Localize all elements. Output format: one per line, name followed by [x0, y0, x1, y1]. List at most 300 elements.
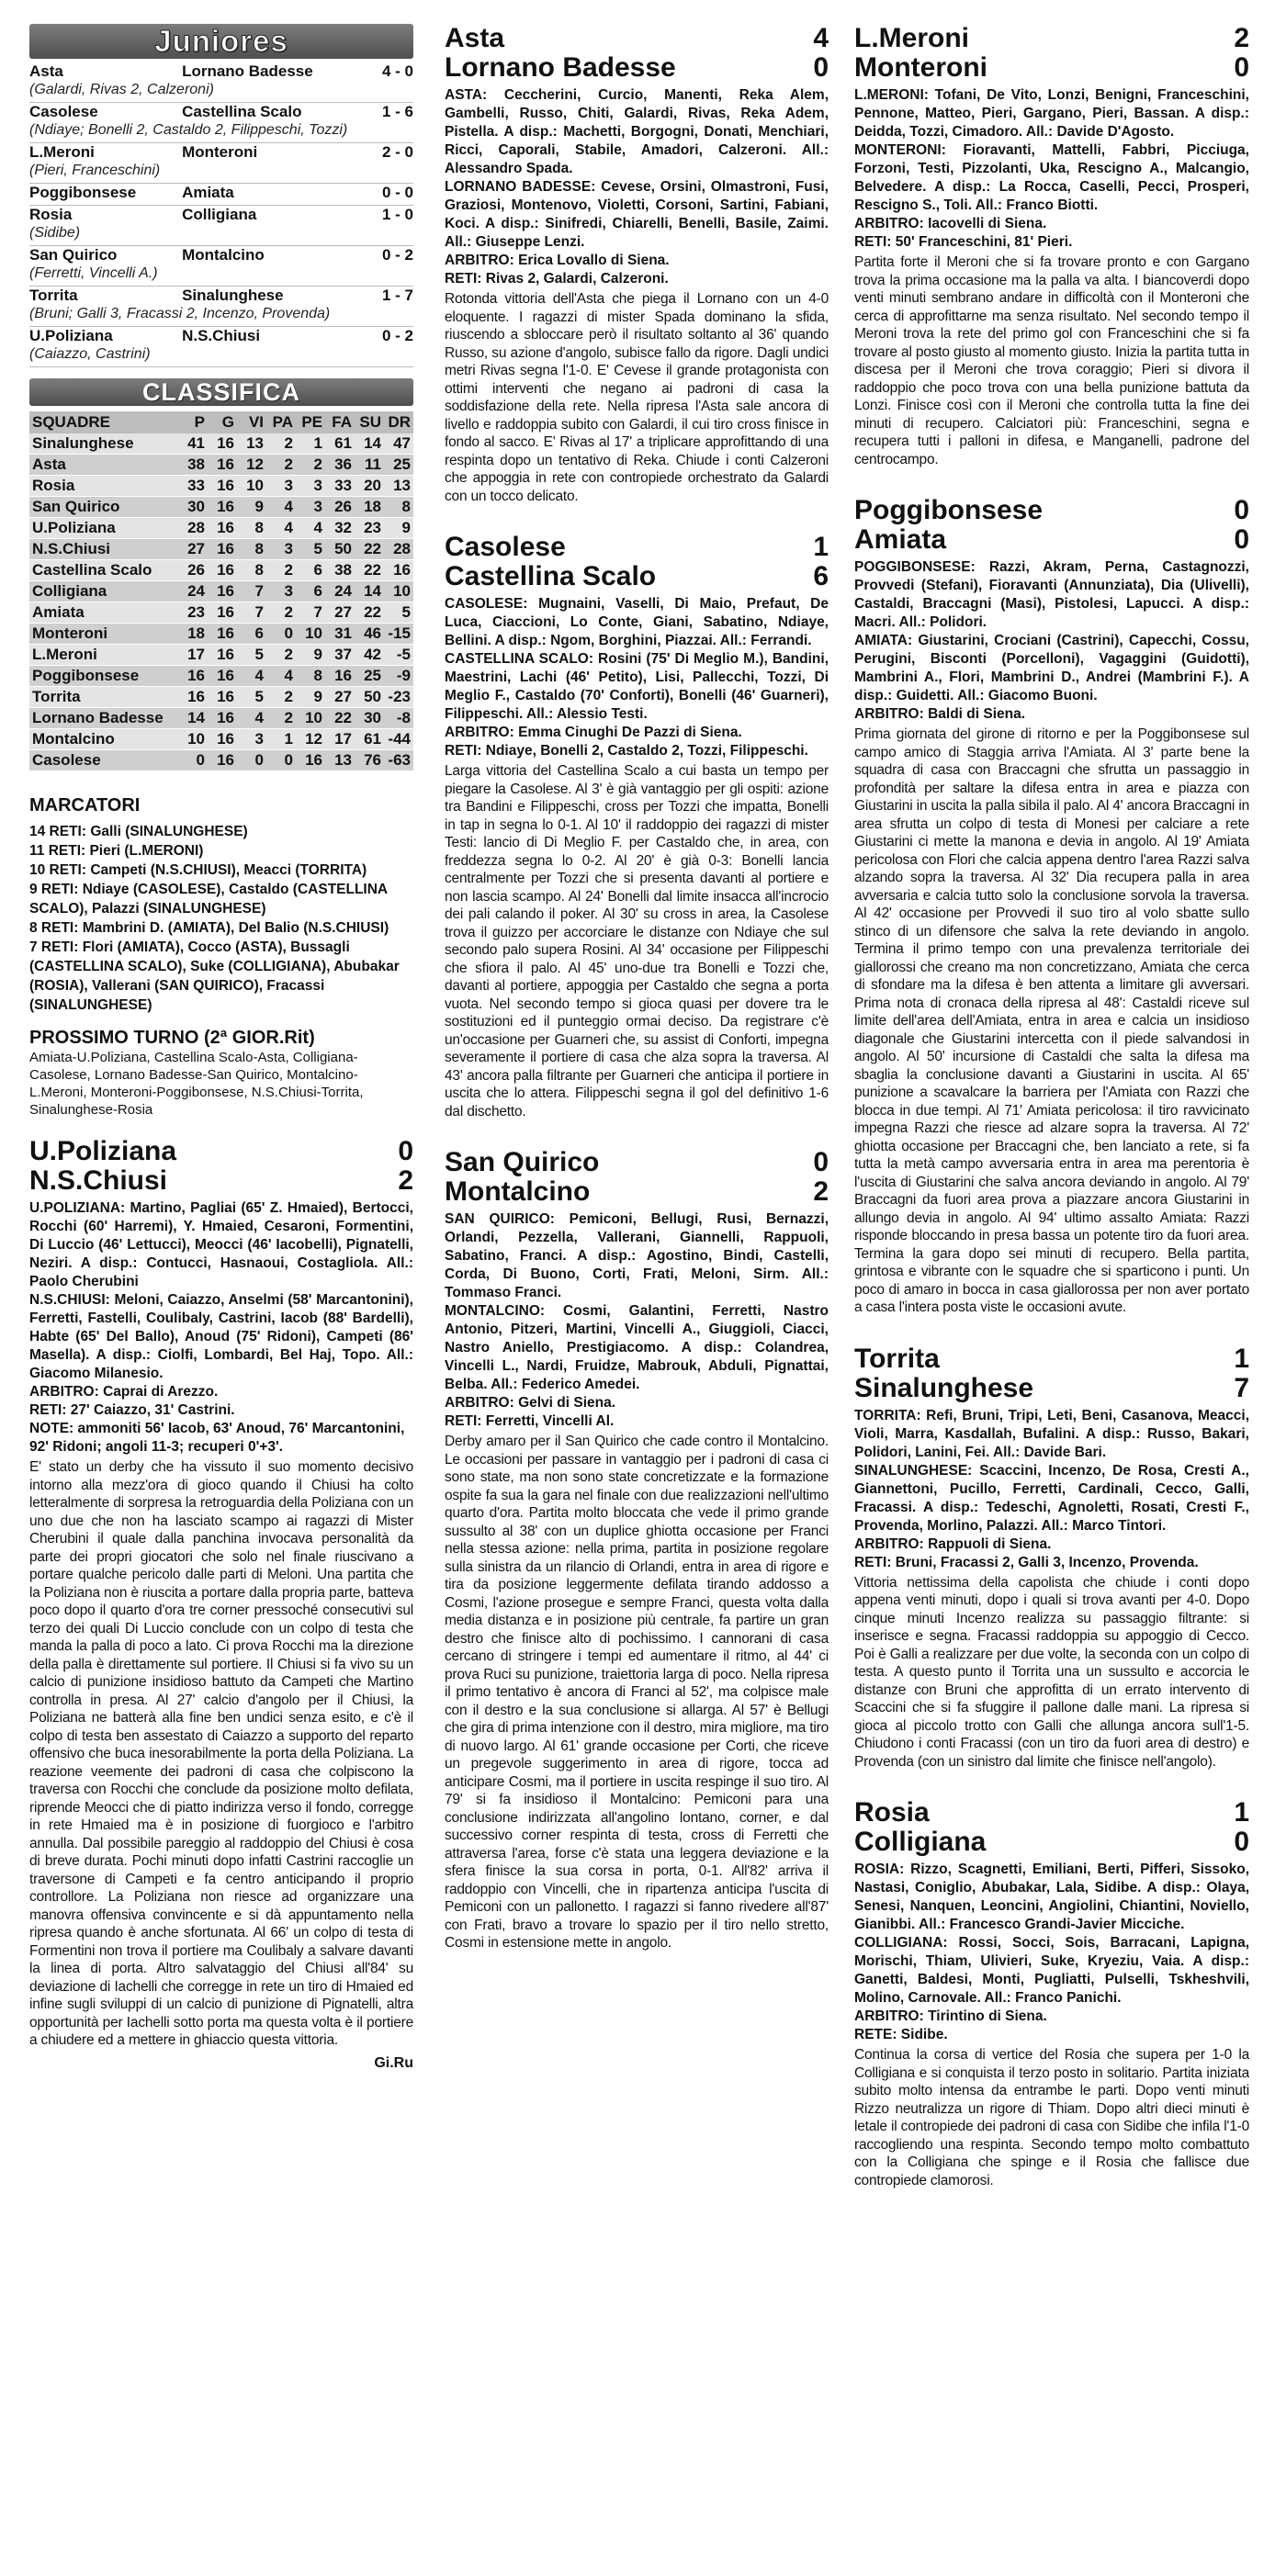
- scorer-line: 7 RETI: Flori (AMIATA), Cocco (ASTA), Bussagli (CASTELLINA SCALO), Suke (COLLIGIANA), Abubakar (ROSIA), Vallerani (SAN QUIRICO), Fracassi (SINALUNGHESE): [29, 939, 400, 1013]
- stat-cell: 4: [237, 708, 266, 729]
- stat-cell: 27: [325, 602, 355, 624]
- away-team: Castellina Scalo: [445, 561, 657, 591]
- stat-cell: 16: [208, 581, 237, 602]
- section-title-classifica: CLASSIFICA: [29, 378, 413, 406]
- stat-cell: 6: [296, 560, 325, 581]
- stat-cell: 16: [208, 518, 237, 539]
- result-scorers-row: [29, 305, 413, 327]
- stat-cell: 8: [237, 560, 266, 581]
- stat-cell: 13: [384, 476, 413, 497]
- stat-cell: -15: [384, 624, 413, 645]
- stat-cell: 16: [208, 539, 237, 560]
- article-body: Continua la corsa di vertice del Rosia che supera per 1-0 la Colligiana e si conquista il terzo posto in solitario. Partita iniziata subito molto intensa da entrambe le parti. Dopo venti minuti Rizzo neutralizza un rigore di Thiam. Dopo altri dieci minuti è letale il contropiede dei padroni di casa con Sidibe che infila l'1-0 raccogliendo una respinta. Secondo tempo molto combattuto con la Colligiana che spinge e il Rosia che fallisce due contropiede clamorosi.: [854, 2047, 1249, 2188]
- team-name: Casolese: [29, 750, 178, 771]
- score: 1 - 0: [381, 206, 413, 223]
- standings-row: [29, 560, 413, 581]
- stat-cell: 11: [355, 455, 384, 476]
- home-team: San Quirico: [445, 1147, 600, 1177]
- stat-cell: 2: [266, 602, 296, 624]
- article-body: Prima giornata del girone di ritorno e per la Poggibonsese sul campo amico di Staggia arriva l'Amiata. Al 3' parte bene la squadra di casa con Braccagni che sfrutta un passaggio in profondità per saltare la difesa entra in area e piazza con Giustarini in uscita la palla sibila il palo. Al 4' ancora Braccagni in area sfrutta un colpo di testa di Monesi per calciare a rete Giustarini ci mette la manona e devia in angolo. Al 19' Amiata pericolosa con Flori che calcia appena dentro l'area Razzi salva alzando sopra la traversa. Al 32' Dia recupera palla in area avversaria e calcia tutto solo la conclusione sorvola la traversa. Al 42' occasione per Provvedi il suo tiro al volo sbatte sullo stinco di un difensore che salva la rete deviando in angolo. Termina il primo tempo con una prevalenza territoriale dei giallorossi che creano ma non concretizzano, Amiata che cerca di sfondare ma la difesa è ben attenta a limitare gli avversari. Prima nota di cronaca della ripresa al 48': Castaldi riceve sul limite dell'area dell'Amiata, entra in area e calcia un insidioso diagonale che Giustarini intercetta con il piede salvandosi in angolo. Al 50' incursione di Castaldi che salta la difesa ma sbaglia la conclusione davanti a Giustarini in uscita. Al 65' punizione a scavalcare la barriera per l'Amiata con Razzi che blocca in due tempi. Al 71' Amiata pericolosa: il tiro ravvicinato impegna Razzi che riesce ad alzare sopra la traversa. Al 72' ghiotta occasione per Braccagni che, ben lanciato a rete, si fa tutta la metà campo avversaria entra in area ma perentoria è l'uscita di Giustarini che salva ancora deviando in angolo. Al 79' Braccagni da fuori area prova a piazzare ancora Giustarini in allungo devia in angolo. Al 94' ultimo assalto Amiata: Razzi risponde bloccando in presa bassa un potente tiro da fuori area. Termina la gara dopo sei minuti di recupero. Bella partita, grintosa e vibrante con le squadre che si sparticono i punti. Un poco di amaro in bocca in casa giallorossa per non aver portato a casa l'intera posta viste le occasioni avute.: [854, 726, 1249, 1315]
- away-score: 2: [398, 1165, 413, 1196]
- stat-cell: 2: [266, 687, 296, 708]
- stat-cell: 16: [208, 455, 237, 476]
- standings-row: [29, 602, 413, 624]
- match-away-row: [445, 1177, 829, 1207]
- stat-cell: 38: [325, 560, 355, 581]
- match-home-row: [29, 1137, 413, 1166]
- stat-cell: 50: [355, 687, 384, 708]
- away-score: 2: [813, 1176, 829, 1207]
- stat-cell: 17: [178, 645, 208, 666]
- home-score: 0: [813, 1147, 829, 1177]
- stat-cell: 7: [237, 602, 266, 624]
- stat-cell: 9: [296, 645, 325, 666]
- away-team: N.S.Chiusi: [29, 1165, 168, 1196]
- team-name: Lornano Badesse: [29, 708, 178, 729]
- arbitro: ARBITRO: Gelvi di Siena.: [445, 1395, 616, 1411]
- match-article: [445, 533, 829, 1120]
- section-title-juniores: Juniores: [29, 24, 413, 59]
- standings-row: [29, 581, 413, 602]
- standings-header: P: [178, 411, 208, 433]
- team-name: Rosia: [29, 476, 178, 497]
- team-name: Castellina Scalo: [29, 560, 178, 581]
- column-middle: [445, 24, 829, 1952]
- match-home-row: [854, 496, 1249, 525]
- stat-cell: 22: [355, 539, 384, 560]
- stat-cell: 76: [355, 750, 384, 771]
- stat-cell: 16: [208, 708, 237, 729]
- stat-cell: 46: [355, 624, 384, 645]
- stat-cell: 16: [208, 433, 237, 455]
- standings-header: PE: [296, 411, 325, 433]
- stat-cell: 8: [296, 666, 325, 687]
- stat-cell: 2: [266, 708, 296, 729]
- lineups: TORRITA: Refi, Bruni, Tripi, Leti, Beni, Casanova, Meacci, Violi, Marra, Kasdallah, Bufalini. A disp.: Russo, Bakari, Polidori, Lanini, Fei. All.: Davide Bari. SINALUNGHESE: Scaccini, Incenzo, De Rosa, Cresti A., Giannettoni, Pucillo, Ferretti, Cardinali, Cecco, Galli, Fracassi. A disp.: Tedeschi, Agnoletti, Rosati, Cresti F., Provenda, Morlino, Palazzi. All.: Marco Tintori.: [854, 1407, 1249, 1534]
- match-article: [854, 1344, 1249, 1772]
- stat-cell: 27: [178, 539, 208, 560]
- stat-cell: 42: [355, 645, 384, 666]
- stat-cell: 10: [384, 581, 413, 602]
- lineups: SAN QUIRICO: Pemiconi, Bellugi, Rusi, Bernazzi, Orlandi, Pezzella, Vallerani, Giannelli, Rappuoli, Sabatino, Franci. A disp.: Agostino, Bindi, Castelli, Corda, Di Buono, Corti, Frati, Meloni, Sirm. All.: Tommaso Franci. MONTALCINO: Cosmi, Galantini, Ferretti, Nastro Antonio, Pitzeri, Martini, Vincelli A., Giuggioli, Ciacci, Nastro Aniello, Prestigiacomo. A disp.: Colandrea, Vincelli L., Nardi, Fruidze, Mabrouk, Abduli, Pignattai, Belba. All.: Federico Amedei.: [445, 1211, 829, 1392]
- stat-cell: 4: [266, 497, 296, 518]
- stat-cell: 6: [237, 624, 266, 645]
- home-team: L.Meroni: [854, 23, 969, 53]
- team-name: Amiata: [29, 602, 178, 624]
- stat-cell: 4: [237, 666, 266, 687]
- standings-row: [29, 708, 413, 729]
- home-score: 1: [813, 532, 829, 562]
- match-away-row: [854, 1374, 1249, 1403]
- away-team: Amiata: [182, 184, 234, 201]
- away-team: Monteroni: [854, 52, 987, 83]
- stat-cell: 25: [355, 666, 384, 687]
- home-team: Casolese: [445, 532, 566, 562]
- match-article: [445, 1148, 829, 1952]
- stat-cell: 4: [266, 666, 296, 687]
- stat-cell: 5: [237, 645, 266, 666]
- match-article: [445, 24, 829, 505]
- away-team: Lornano Badesse: [445, 52, 676, 83]
- away-team: Monteroni: [182, 143, 258, 161]
- arbitro: ARBITRO: Erica Lovallo di Siena.: [445, 253, 670, 268]
- stat-cell: 33: [325, 476, 355, 497]
- stat-cell: 23: [178, 602, 208, 624]
- author-signature: Gi.Ru: [374, 2054, 413, 2071]
- stat-cell: 16: [208, 666, 237, 687]
- stat-cell: 14: [355, 581, 384, 602]
- stat-cell: 16: [208, 624, 237, 645]
- stat-cell: 32: [325, 518, 355, 539]
- standings-row: [29, 624, 413, 645]
- stat-cell: 23: [355, 518, 384, 539]
- stat-cell: 16: [208, 602, 237, 624]
- stat-cell: 20: [355, 476, 384, 497]
- standings-row: [29, 750, 413, 771]
- result-scorers-row: [29, 121, 413, 143]
- score: 0 - 2: [381, 327, 413, 344]
- home-team: U.Poliziana: [29, 327, 113, 344]
- stat-cell: 22: [355, 602, 384, 624]
- stat-cell: 24: [325, 581, 355, 602]
- stat-cell: 47: [384, 433, 413, 455]
- result-row: [29, 143, 413, 163]
- stat-cell: 5: [237, 687, 266, 708]
- scorers: (Ndiaye; Bonelli 2, Castaldo 2, Filippeschi, Tozzi): [29, 121, 413, 143]
- stat-cell: 0: [266, 750, 296, 771]
- reti: RETI: 50' Franceschini, 81' Pieri.: [854, 234, 1073, 250]
- stat-cell: 37: [325, 645, 355, 666]
- scorer-line: 10 RETI: Campeti (N.S.CHIUSI), Meacci (TORRITA): [29, 862, 367, 878]
- stat-cell: 9: [296, 687, 325, 708]
- marcatori-title: MARCATORI: [29, 795, 141, 816]
- standings-row: [29, 433, 413, 455]
- stat-cell: 16: [178, 687, 208, 708]
- away-team: Amiata: [854, 524, 947, 555]
- home-team: Poggibonsese: [29, 184, 137, 201]
- standings-row: [29, 666, 413, 687]
- score: 1 - 6: [381, 103, 413, 120]
- stat-cell: 6: [296, 581, 325, 602]
- stat-cell: 28: [178, 518, 208, 539]
- scorers: (Ferretti, Vincelli A.): [29, 264, 413, 287]
- stat-cell: 9: [237, 497, 266, 518]
- match-home-row: [854, 24, 1249, 53]
- away-team: Castellina Scalo: [182, 103, 302, 120]
- match-home-row: [445, 533, 829, 562]
- reti: RETI: Ferretti, Vincelli Al.: [445, 1413, 615, 1429]
- stat-cell: 36: [325, 455, 355, 476]
- standings-row: [29, 497, 413, 518]
- home-team: Poggibonsese: [854, 495, 1044, 525]
- scorer-line: 8 RETI: Mambrini D. (AMIATA), Del Balio (N.S.CHIUSI): [29, 920, 389, 936]
- team-name: San Quirico: [29, 497, 178, 518]
- home-team: L.Meroni: [29, 143, 95, 161]
- result-row: [29, 287, 413, 306]
- stat-cell: 10: [296, 708, 325, 729]
- stat-cell: 16: [178, 666, 208, 687]
- stat-cell: 5: [296, 539, 325, 560]
- stat-cell: 7: [296, 602, 325, 624]
- arbitro: ARBITRO: Iacovelli di Siena.: [854, 216, 1047, 231]
- stat-cell: 30: [355, 708, 384, 729]
- score: 4 - 0: [381, 62, 413, 80]
- reti: RETI: Bruni, Fracassi 2, Galli 3, Incenzo, Provenda.: [854, 1554, 1199, 1570]
- home-score: 0: [1234, 495, 1249, 525]
- team-name: N.S.Chiusi: [29, 539, 178, 560]
- home-team: Asta: [445, 23, 505, 53]
- stat-cell: 18: [178, 624, 208, 645]
- score: 0 - 2: [381, 246, 413, 264]
- standings-table: [29, 411, 413, 771]
- results-table: [29, 62, 413, 367]
- stat-cell: 24: [178, 581, 208, 602]
- match-home-row: [445, 24, 829, 53]
- result-row: [29, 62, 413, 81]
- home-team: U.Poliziana: [29, 1136, 177, 1166]
- result-scorers-row: [29, 224, 413, 246]
- stat-cell: -44: [384, 729, 413, 750]
- home-team: Casolese: [29, 103, 98, 120]
- away-score: 6: [813, 561, 829, 591]
- stat-cell: -23: [384, 687, 413, 708]
- match-article: [29, 1137, 413, 2072]
- result-row: [29, 103, 413, 122]
- stat-cell: 16: [208, 645, 237, 666]
- scorers: (Pieri, Franceschini): [29, 162, 413, 184]
- stat-cell: 13: [325, 750, 355, 771]
- stat-cell: 12: [237, 455, 266, 476]
- stat-cell: 31: [325, 624, 355, 645]
- stat-cell: 22: [355, 560, 384, 581]
- article-body: E' stato un derby che ha vissuto il suo momento decisivo intorno alla mezz'ora di gioco quando il Chiusi ha colto letteralmente di sorpresa la retroguardia della Poliziana con un uno due che non ha lasciato scampo ai ragazzi di Mister Cherubini il quale dalla panchina invocava personalità da parte dei propri giocatori che solo nel finale riuscivano a portare qualche pericolo dalle parti di Meloni. Una partita che la Poliziana non è riuscita a portare dalla propria parte, batteva poco dopo il quarto d'ora tre corner pressoché consecutivi sul terzo dei quali Di Luccio conclude con un colpo di testa che manda la palla di poco a lato. Ci prova Rocchi ma la direzione della palla è direttamente sul portiere. Il Chiusi si fa vivo su un calcio di punizione insidioso battuto da Campeti che Martino controlla in presa. Al 27' calcio d'angolo per il Chiusi, la Poliziana ne batterà alla fine ben undici senza esito, e c'è il colpo di testa ben assestato di Caiazzo a supporto del reparto offensivo che buca inesorabilmente la porta della Poliziana. La reazione veemente dei padroni di casa che colpiscono la traversa con Rocchi che conclude da posizione molto defilata, riprende Meocci che di piatto indirizza verso il fondo, corregge in rete Hmaied ma è in posizione di fuorgioco e l'arbitro annulla. Dal possibile pareggio al raddoppio del Chiusi è cosa di breve durata. Pochi minuti dopo infatti Castrini raccoglie un traversone di Campeti e fa centro anticipando il proprio controllore. La Poliziana non riesce ad organizzare una manovra offensiva convincente e si dà appuntamento nella ripresa quando è anche sfortunata. Al 66' un colpo di testa di Formentini non trova il portiere ma Coulibaly a salvare davanti la linea di porta. Altro salvataggio del Chiusi all'84' su deviazione di Iachelli che corregge in rete un tiro di Hmaied ed infine sugli sviluppi di un calcio di punizione di Pignatelli, altra opportunità per Iachelli sotto porta ma questa volta è il portiere a chiudere ed a mettere in ghiaccio questa vittoria.: [29, 1459, 413, 2048]
- stat-cell: 2: [296, 455, 325, 476]
- stat-cell: -8: [384, 708, 413, 729]
- standings-header: SQUADRE: [29, 411, 178, 433]
- away-team: Colligiana: [182, 206, 257, 223]
- stat-cell: 8: [237, 539, 266, 560]
- prossimo-turno-text: Amiata-U.Poliziana, Castellina Scalo-Asta, Colligiana-Casolese, Lornano Badesse-San Quirico, Montalcino-L.Meroni, Monteroni-Poggibonsese, N.S.Chiusi-Torrita, Sinalunghese-Rosia: [29, 1050, 364, 1118]
- stat-cell: 26: [178, 560, 208, 581]
- standings-row: [29, 729, 413, 750]
- standings-row: [29, 645, 413, 666]
- match-home-row: [445, 1148, 829, 1177]
- arbitro: ARBITRO: Emma Cinughi De Pazzi di Siena.: [445, 725, 742, 740]
- result-row: [29, 246, 413, 265]
- article-body: Rotonda vittoria dell'Asta che piega il Lornano con un 4-0 eloquente. I ragazzi di mister Spada dominano la sfida, riuscendo a sbloccare però il risultato soltanto al 36' quando Russo, su azione d'angolo, subisce fallo da rigore. Dagli undici metri Rivas segna l'1-0. E' Cevese il grande protagonista con ottimi interventi che negano ai padroni di casa la soddisfazione della rete. Nella ripresa l'Asta sale ancora di livello e raddoppia subito con Galardi, il cui tiro cross finisce in fondo al sacco. E' Rivas al 17' a triplicare approfittando di una respinta dopo un tentativo di Reka. Chiude i conti Calzeroni che appoggia in rete con contropiede orchestrato da Galardi con un tocco delicato.: [445, 291, 829, 504]
- result-scorers-row: [29, 162, 413, 184]
- stat-cell: 13: [237, 433, 266, 455]
- stat-cell: 9: [384, 518, 413, 539]
- away-team: Lornano Badesse: [182, 62, 313, 80]
- stat-cell: -63: [384, 750, 413, 771]
- stat-cell: 16: [208, 729, 237, 750]
- stat-cell: 26: [325, 497, 355, 518]
- stat-cell: 61: [325, 433, 355, 455]
- stat-cell: 16: [208, 687, 237, 708]
- home-score: 1: [1234, 1343, 1249, 1374]
- stat-cell: 50: [325, 539, 355, 560]
- lineups: POGGIBONSESE: Razzi, Akram, Perna, Castagnozzi, Provvedi (Stefani), Fioravanti (Annunziata), Dia (Ulivelli), Castaldi, Braccagni (Masi), Pistolesi, Lapucci. A disp.: Macri. All.: Polidori. AMIATA: Giustarini, Crociani (Castrini), Capecchi, Cossu, Perugini, Bisconti (Porcelloni), Vagaggini (Guidotti), Mambrini A., Flori, Mambrini D., Andrei (Mambrini F.). A disp.: Guidetti. All.: Giacomo Buoni.: [854, 559, 1249, 703]
- stat-cell: 38: [178, 455, 208, 476]
- stat-cell: 3: [266, 476, 296, 497]
- away-team: N.S.Chiusi: [182, 327, 261, 344]
- stat-cell: 16: [208, 497, 237, 518]
- home-team: Asta: [29, 62, 63, 80]
- match-away-row: [854, 53, 1249, 83]
- article-body: Partita forte il Meroni che si fa trovare pronto e con Gargano trova la prima occasione ma la palla va alta. I biancoverdi dopo venti minuti sembrano andare in difficoltà con il Monteroni che cerca di approfittarne ma senza risultato. Nel secondo tempo il Meroni trova la rete del primo gol con Franceschini che si fa trovare al posto giusto al momento giusto. Inizia la partita tutta in discesa per il Meroni che trova coraggio; Pieri si divora il raddoppio che poco trova con una bella punizione battuta da Lonzi. Finisce così con il Meroni che controlla tutta la fine dei minuti di recupero. Calciatori più: Franceschini, segna e recupera tutti i palloni in difesa, e Manganelli, padrone del centrocampo.: [854, 254, 1249, 467]
- stat-cell: 3: [296, 497, 325, 518]
- home-score: 0: [398, 1136, 413, 1166]
- stat-cell: 7: [237, 581, 266, 602]
- stat-cell: 10: [178, 729, 208, 750]
- stat-cell: 3: [266, 539, 296, 560]
- team-name: L.Meroni: [29, 645, 178, 666]
- stat-cell: 10: [296, 624, 325, 645]
- away-score: 0: [1234, 524, 1249, 555]
- away-team: Montalcino: [445, 1176, 591, 1207]
- stat-cell: 16: [208, 560, 237, 581]
- stat-cell: 0: [178, 750, 208, 771]
- team-name: Torrita: [29, 687, 178, 708]
- home-team: Rosia: [29, 206, 73, 223]
- stat-cell: 41: [178, 433, 208, 455]
- match-home-row: [854, 1798, 1249, 1828]
- column-left: [29, 24, 413, 2072]
- score: 2 - 0: [381, 143, 413, 161]
- home-team: Rosia: [854, 1797, 930, 1828]
- away-team: Sinalunghese: [182, 287, 284, 304]
- arbitro: ARBITRO: Tirintino di Siena.: [854, 2008, 1047, 2024]
- result-scorers-row: [29, 81, 413, 103]
- away-team: Sinalunghese: [854, 1372, 1034, 1403]
- home-score: 2: [1234, 23, 1249, 53]
- home-score: 4: [813, 23, 829, 53]
- score: 0 - 0: [381, 184, 413, 201]
- stat-cell: -5: [384, 645, 413, 666]
- standings-row: [29, 455, 413, 476]
- stat-cell: 10: [237, 476, 266, 497]
- stat-cell: 3: [237, 729, 266, 750]
- match-away-row: [445, 562, 829, 591]
- arbitro: ARBITRO: Rappuoli di Siena.: [854, 1535, 1052, 1552]
- result-scorers-row: [29, 264, 413, 287]
- article-body: Larga vittoria del Castellina Scalo a cui basta un tempo per piegare la Casolese. Al 3' è già vantaggio per gli ospiti: azione tra Bandini e Filippeschi, cross per Tozzi che impatta, Bonelli in tap in segna lo 0-1. Al 10' il raddoppio dei ragazzi di mister Testi: lancio di Di Meglio F. per Castaldo che, in area, con freddezza segna lo 0-2. Al 20' è già 0-3: Bonelli lancia centralmente per Tozzi che si presenta davanti al portiere e non lascia scampo. Al 24' Bonelli dal limite insacca all'incrocio dei pali calando il poker. Al 30' su cross in area, la Casolese trova il guizzo per accorciare le distanze con Ndiaye che sul secondo palo supera Rosini. Al 34' occasione per Filippeschi che sfiora il palo. Al 45' uno-due tra Bonelli e Tozzi che, davanti al portiere, appoggia per Castaldo che segna a porta vuota. Nel secondo tempo si gioca quasi per dovere tra le sostituzioni ed il punteggio ormai deciso. Da registrare c'è un'occasione per Guarneri che, su assist di Conforti, impegna severamente il portiere di casa che alza sopra la traversa. Al 43' ancora palla filtrante per Guarneri che anticipa il portiere in uscita che lo attera. Filippeschi segna il gol del definitivo 1-6 dal dischetto.: [445, 763, 829, 1119]
- lineups: CASOLESE: Mugnaini, Vaselli, Di Maio, Prefaut, De Luca, Ciaccioni, Lo Conte, Giani, Sabatino, Ndiaye, Bellini. A disp.: Ngom, Borghini, Piazzai. All.: Ferrandi. CASTELLINA SCALO: Rosini (75' Di Meglio M.), Bandini, Maestrini, Lachi (46' Petito), Lisi, Pallecchi, Tozzi, Di Meglio F., Castaldo (70' Conforti), Bonelli (46' Guarneri), Filippeschi. All.: Alessio Testi.: [445, 596, 829, 722]
- article-body: Derby amaro per il San Quirico che cade contro il Montalcino. Le occasioni per passare in vantaggio per i padroni di casa ci sono state, ma non sono state concretizzate e la formazione ospite fa sua la gara nel finale con due realizzazioni nell'ultimo quarto d'ora. Partita molto bloccata che vede il primo grande sussulto al 38' con un duplice ghiotta occasione per Franci nella stessa azione: nella prima, partita in posizione regolare sulla sinistra da un rilancio di Orlandi, entra in area di rigore e tira da posizione leggermente defilata tirando addosso a Cosmi, l'azione prosegue e sempre Franci, questa volta dalla media distanza e in posizione più centrale, fa partire un gran destro che finisce alto di pochissimo. I cannorani di casa cercano di stringere i tempi ed aumentare il ritmo, al 44' ci prova Ruci su punizione, traiettoria larga di poco. Nella ripresa il primo tentativo è ancora di Franci al 52', ma colpisce male con il destro e la sua conclusione si allarga. Al 57' è Bellugi che gira di prima intenzione con il destro, mira migliore, ma tiro di nuovo largo. Al 61' grande occasione per Corti, che riceve un pregevole suggerimento in area di rigore, tocca ad anticipare Cosmi, ma il portiere in uscita respinge il suo tiro. Al 79' si fa insidioso il Montalcino: Pemiconi para una conclusione indirizzata all'angolino lontano, corner, e dal successivo corner respinta di testa, cross di Ferretti che attraversa l'area, forse c'è stata una leggera deviazione e la sfera finisce la sua corsa in porta, 0-1. All'82' arriva il raddoppio con Vincelli, che in ripartenza anticipa l'uscita di Pemiconi con un pallonetto. I ragazzi si fanno rivedere all'87' con Frati, bravo a trovare lo spazio per il tiro nello stretto, Cosmi in estensione mette in angolo.: [445, 1434, 829, 1951]
- scorer-line: 14 RETI: Galli (SINALUNGHESE): [29, 824, 248, 839]
- away-score: 7: [1234, 1372, 1249, 1403]
- stat-cell: 5: [384, 602, 413, 624]
- stat-cell: 33: [178, 476, 208, 497]
- stat-cell: 8: [237, 518, 266, 539]
- match-article: [854, 496, 1249, 1317]
- match-article: [854, 24, 1249, 468]
- reti: RETI: Ndiaye, Bonelli 2, Castaldo 2, Tozzi, Filippeschi.: [445, 743, 808, 759]
- result-row: [29, 184, 413, 203]
- reti: RETI: 27' Caiazzo, 31' Castrini.: [29, 1402, 235, 1418]
- stat-cell: 16: [208, 476, 237, 497]
- stat-cell: 1: [296, 433, 325, 455]
- arbitro: ARBITRO: Caprai di Arezzo.: [29, 1384, 219, 1400]
- stat-cell: 18: [355, 497, 384, 518]
- scorer-line: 11 RETI: Pieri (L.MERONI): [29, 843, 204, 859]
- stat-cell: 14: [355, 433, 384, 455]
- scorers: (Sidibe): [29, 224, 413, 246]
- result-scorers-row: [29, 345, 413, 367]
- match-away-row: [854, 1828, 1249, 1857]
- standings-row: [29, 476, 413, 497]
- away-score: 0: [1234, 1827, 1249, 1857]
- away-score: 0: [1234, 52, 1249, 83]
- stat-cell: 27: [325, 687, 355, 708]
- standings-header: SU: [355, 411, 384, 433]
- reti: RETE: Sidibe.: [854, 2027, 948, 2042]
- stat-cell: 2: [266, 455, 296, 476]
- match-away-row: [445, 53, 829, 83]
- scorers: (Caiazzo, Castrini): [29, 345, 413, 367]
- stat-cell: 16: [296, 750, 325, 771]
- away-team: Montalcino: [182, 246, 265, 264]
- stat-cell: 8: [384, 497, 413, 518]
- team-name: Poggibonsese: [29, 666, 178, 687]
- stat-cell: 3: [296, 476, 325, 497]
- stat-cell: 12: [296, 729, 325, 750]
- match-article: [854, 1798, 1249, 2189]
- standings-row: [29, 687, 413, 708]
- home-team: San Quirico: [29, 246, 118, 264]
- stat-cell: 0: [266, 624, 296, 645]
- away-team: Colligiana: [854, 1827, 987, 1857]
- team-name: U.Poliziana: [29, 518, 178, 539]
- home-team: Torrita: [854, 1343, 940, 1374]
- team-name: Sinalunghese: [29, 433, 178, 455]
- standings-header: FA: [325, 411, 355, 433]
- score: 1 - 7: [381, 287, 413, 304]
- stat-cell: 4: [266, 518, 296, 539]
- stat-cell: 16: [208, 750, 237, 771]
- stat-cell: 3: [266, 581, 296, 602]
- team-name: Colligiana: [29, 581, 178, 602]
- note: NOTE: ammoniti 56' Iacob, 63' Anoud, 76' Marcantonini, 92' Ridoni; angoli 11-3; recuperi 0'+3'.: [29, 1421, 405, 1455]
- stat-cell: 28: [384, 539, 413, 560]
- scorer-line: 9 RETI: Ndiaye (CASOLESE), Castaldo (CASTELLINA SCALO), Palazzi (SINALUNGHESE): [29, 882, 388, 917]
- stat-cell: 2: [266, 645, 296, 666]
- reti: RETI: Rivas 2, Galardi, Calzeroni.: [445, 271, 669, 287]
- standings-header: DR: [384, 411, 413, 433]
- result-row: [29, 206, 413, 225]
- standings-header: PA: [266, 411, 296, 433]
- home-score: 1: [1234, 1797, 1249, 1828]
- team-name: Montalcino: [29, 729, 178, 750]
- stat-cell: 14: [178, 708, 208, 729]
- standings-row: [29, 518, 413, 539]
- scorers: (Galardi, Rivas 2, Calzeroni): [29, 81, 413, 103]
- match-away-row: [29, 1166, 413, 1196]
- stat-cell: 16: [325, 666, 355, 687]
- standings-header: G: [208, 411, 237, 433]
- prossimo-turno-title: PROSSIMO TURNO (2ª GIOR.Rit): [29, 1028, 315, 1048]
- result-row: [29, 327, 413, 346]
- home-team: Torrita: [29, 287, 78, 304]
- stat-cell: 61: [355, 729, 384, 750]
- stat-cell: 2: [266, 433, 296, 455]
- match-home-row: [854, 1344, 1249, 1374]
- lineups: L.MERONI: Tofani, De Vito, Lonzi, Benigni, Franceschini, Pennone, Matteo, Pieri, Gargano, Pieri, Bassan. A disp.: Deidda, Tozzi, Cimadoro. All.: Davide D'Agosto. MONTERONI: Fioravanti, Mattelli, Fabbri, Picciuga, Forzoni, Testi, Pizzolanti, Uka, Rescigno A., Malcangio, Belvedere. A disp.: La Rocca, Caselli, Pecci, Prosperi, Rescigno S., Toli. All.: Franco Biotti.: [854, 87, 1249, 213]
- stat-cell: 16: [384, 560, 413, 581]
- lineups: U.POLIZIANA: Martino, Pagliai (65' Z. Hmaied), Bertocci, Rocchi (60' Harremi), Y. Hmaied, Cesaroni, Formentini, Di Luccio (46' Lettucci), Meocci (46' Iacobelli), Pignatelli, Neziri. A disp.: Contucci, Hasnaoui, Costagliola. All.: Paolo Cherubini N.S.CHIUSI: Meloni, Caiazzo, Anselmi (58' Marcantonini), Ferretti, Fastelli, Coulibaly, Castrini, Iacob (88' Bardelli), Habte (65' Del Ballo), Anoud (75' Ridoni), Campeti (86' Masella). A disp.: Ciolfi, Lombardi, Bel Haj, Topo. All.: Giacomo Milanesio.: [29, 1200, 413, 1381]
- stat-cell: 4: [296, 518, 325, 539]
